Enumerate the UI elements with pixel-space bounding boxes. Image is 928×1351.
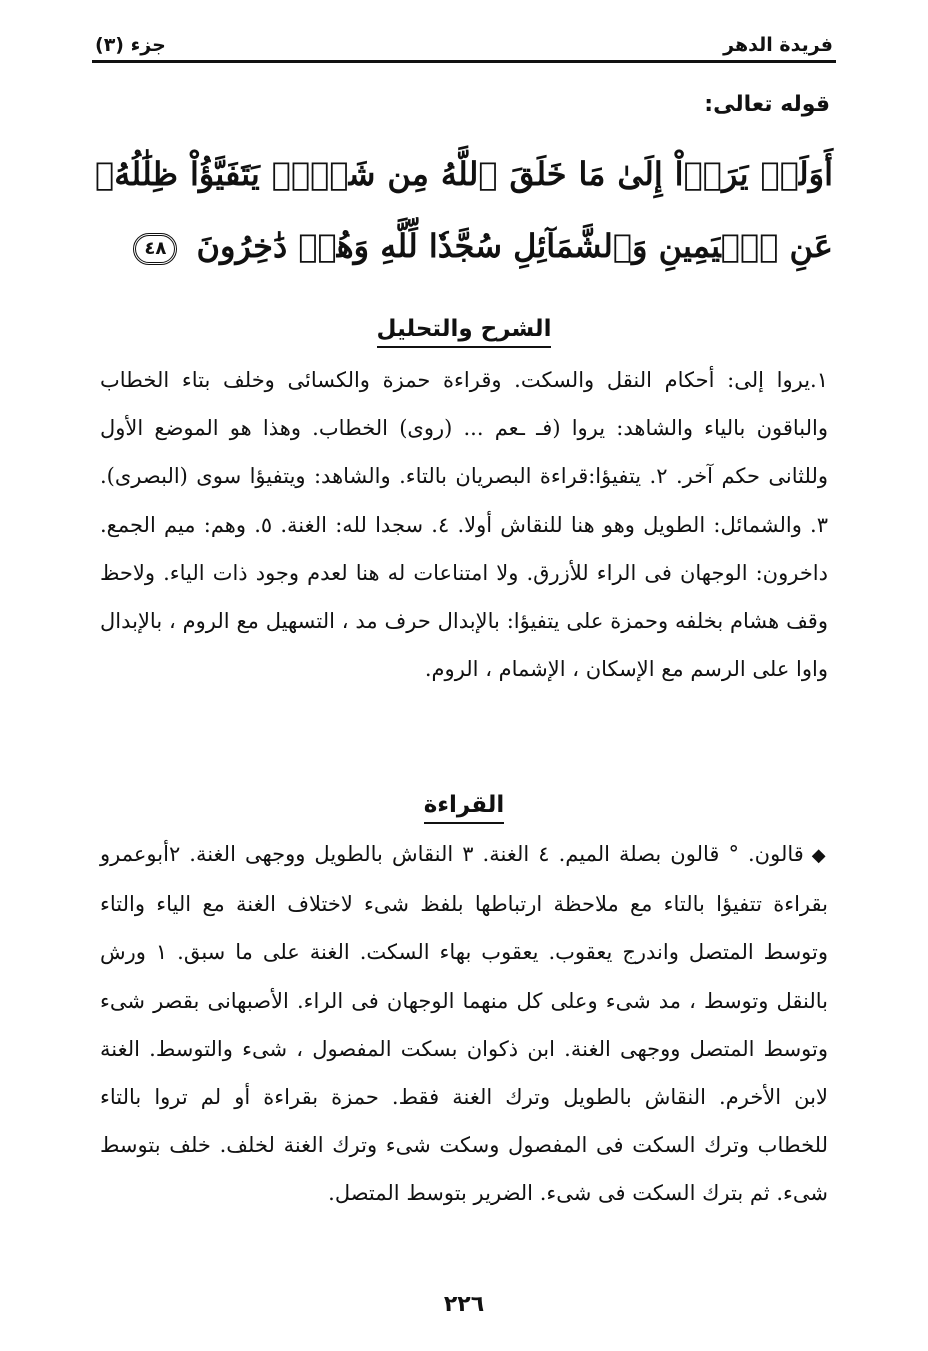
analysis-paragraph: ١.يروا إلى: أحكام النقل والسكت. وقراءة حمزة والكسائى وخلف بتاء الخطاب والباقون بالياء والشاهد: يروا (فـ ـعم ... (روى) الخطاب. وهذا هو الموضع الأول وللثانى حكم آخر. ٢. يتفيؤا:قراءة البصريان بالتاء. والشاهد: ويتفيؤا سوى (البصرى). ٣. والشمائل: الطويل وهو هنا للنقاش أولا. ٤. سجدا لله: الغنة. ٥. وهم: ميم الجمع. داخرون: الوجهان فى الراء للأزرق. ولا امتناعات له هنا لعدم وجود ذات الياء. ولاحظ وقف هشام بخلفه وحمزة على يتفيؤا: بالإبدال حرف مد ، التسهيل مع الروم ، بالإبدال واوا على الرسم مع الإسكان ، الإشمام ، الروم.: [100, 368, 828, 682]
readings-text: قالون. ° قالون بصلة الميم. ٤ الغنة. ٣ النقاش بالطويل ووجهى الغنة. ٢أبوعمرو بقراءة تتفيؤا بالتاء مع ملاحظة ارتباطها بلفظ شىء لاختلاف الغنة مع الياء والتاء وتوسط المتصل واندرج يعقوب. يعقوب بهاء السكت. الغنة على ما سبق. ١ ورش بالنقل وتوسط ، مد شىء وعلى كل منهما الوجهان فى الراء. الأصبهانى بقصر شىء وتوسط المتصل ووجهى الغنة. ابن ذكوان بسكت المفصول ، شىء والتوسط. الغنة لابن الأخرم. النقاش بالطويل وترك الغنة فقط. حمزة بقراءة أو لم تروا بالتاء للخطاب وترك السكت فى المفصول وسكت شىء وترك الغنة لخلف. خلف بتوسط شىء. ثم بترك السكت فى شىء. الضرير بتوسط المتصل.: [100, 842, 829, 1206]
readings-heading: [0, 792, 928, 818]
verse-text: أَوَلَمۡ يَرَوۡاْ إِلَىٰ مَا خَلَقَ ٱللَّهُ مِن شَيۡءٖ يَتَفَيَّؤُاْ ظِلَٰلُهُۥ عَنِ ٱلۡيَمِينِ وَٱلشَّمَآئِلِ سُجَّدٗا لِّلَّهِ وَهُمۡ دَٰخِرُونَ: [95, 155, 833, 265]
analysis-heading: [0, 316, 928, 342]
readings-heading-text: القراءة: [424, 792, 505, 824]
volume-label: جزء (٣): [95, 34, 166, 56]
diamond-bullet-icon: ◆: [811, 845, 828, 866]
analysis-heading-text: الشرح والتحليل: [377, 316, 552, 348]
book-title: فريدة الدهر: [723, 34, 833, 56]
header-divider: [92, 60, 836, 63]
quran-verse: [95, 138, 833, 282]
intro-label: قوله تعالى:: [704, 92, 830, 117]
readings-paragraph: [100, 830, 828, 1218]
page-header: [95, 22, 833, 56]
ayah-number-marker: ٤٨: [133, 233, 177, 265]
page-number: ٢٢٦: [443, 1292, 485, 1317]
